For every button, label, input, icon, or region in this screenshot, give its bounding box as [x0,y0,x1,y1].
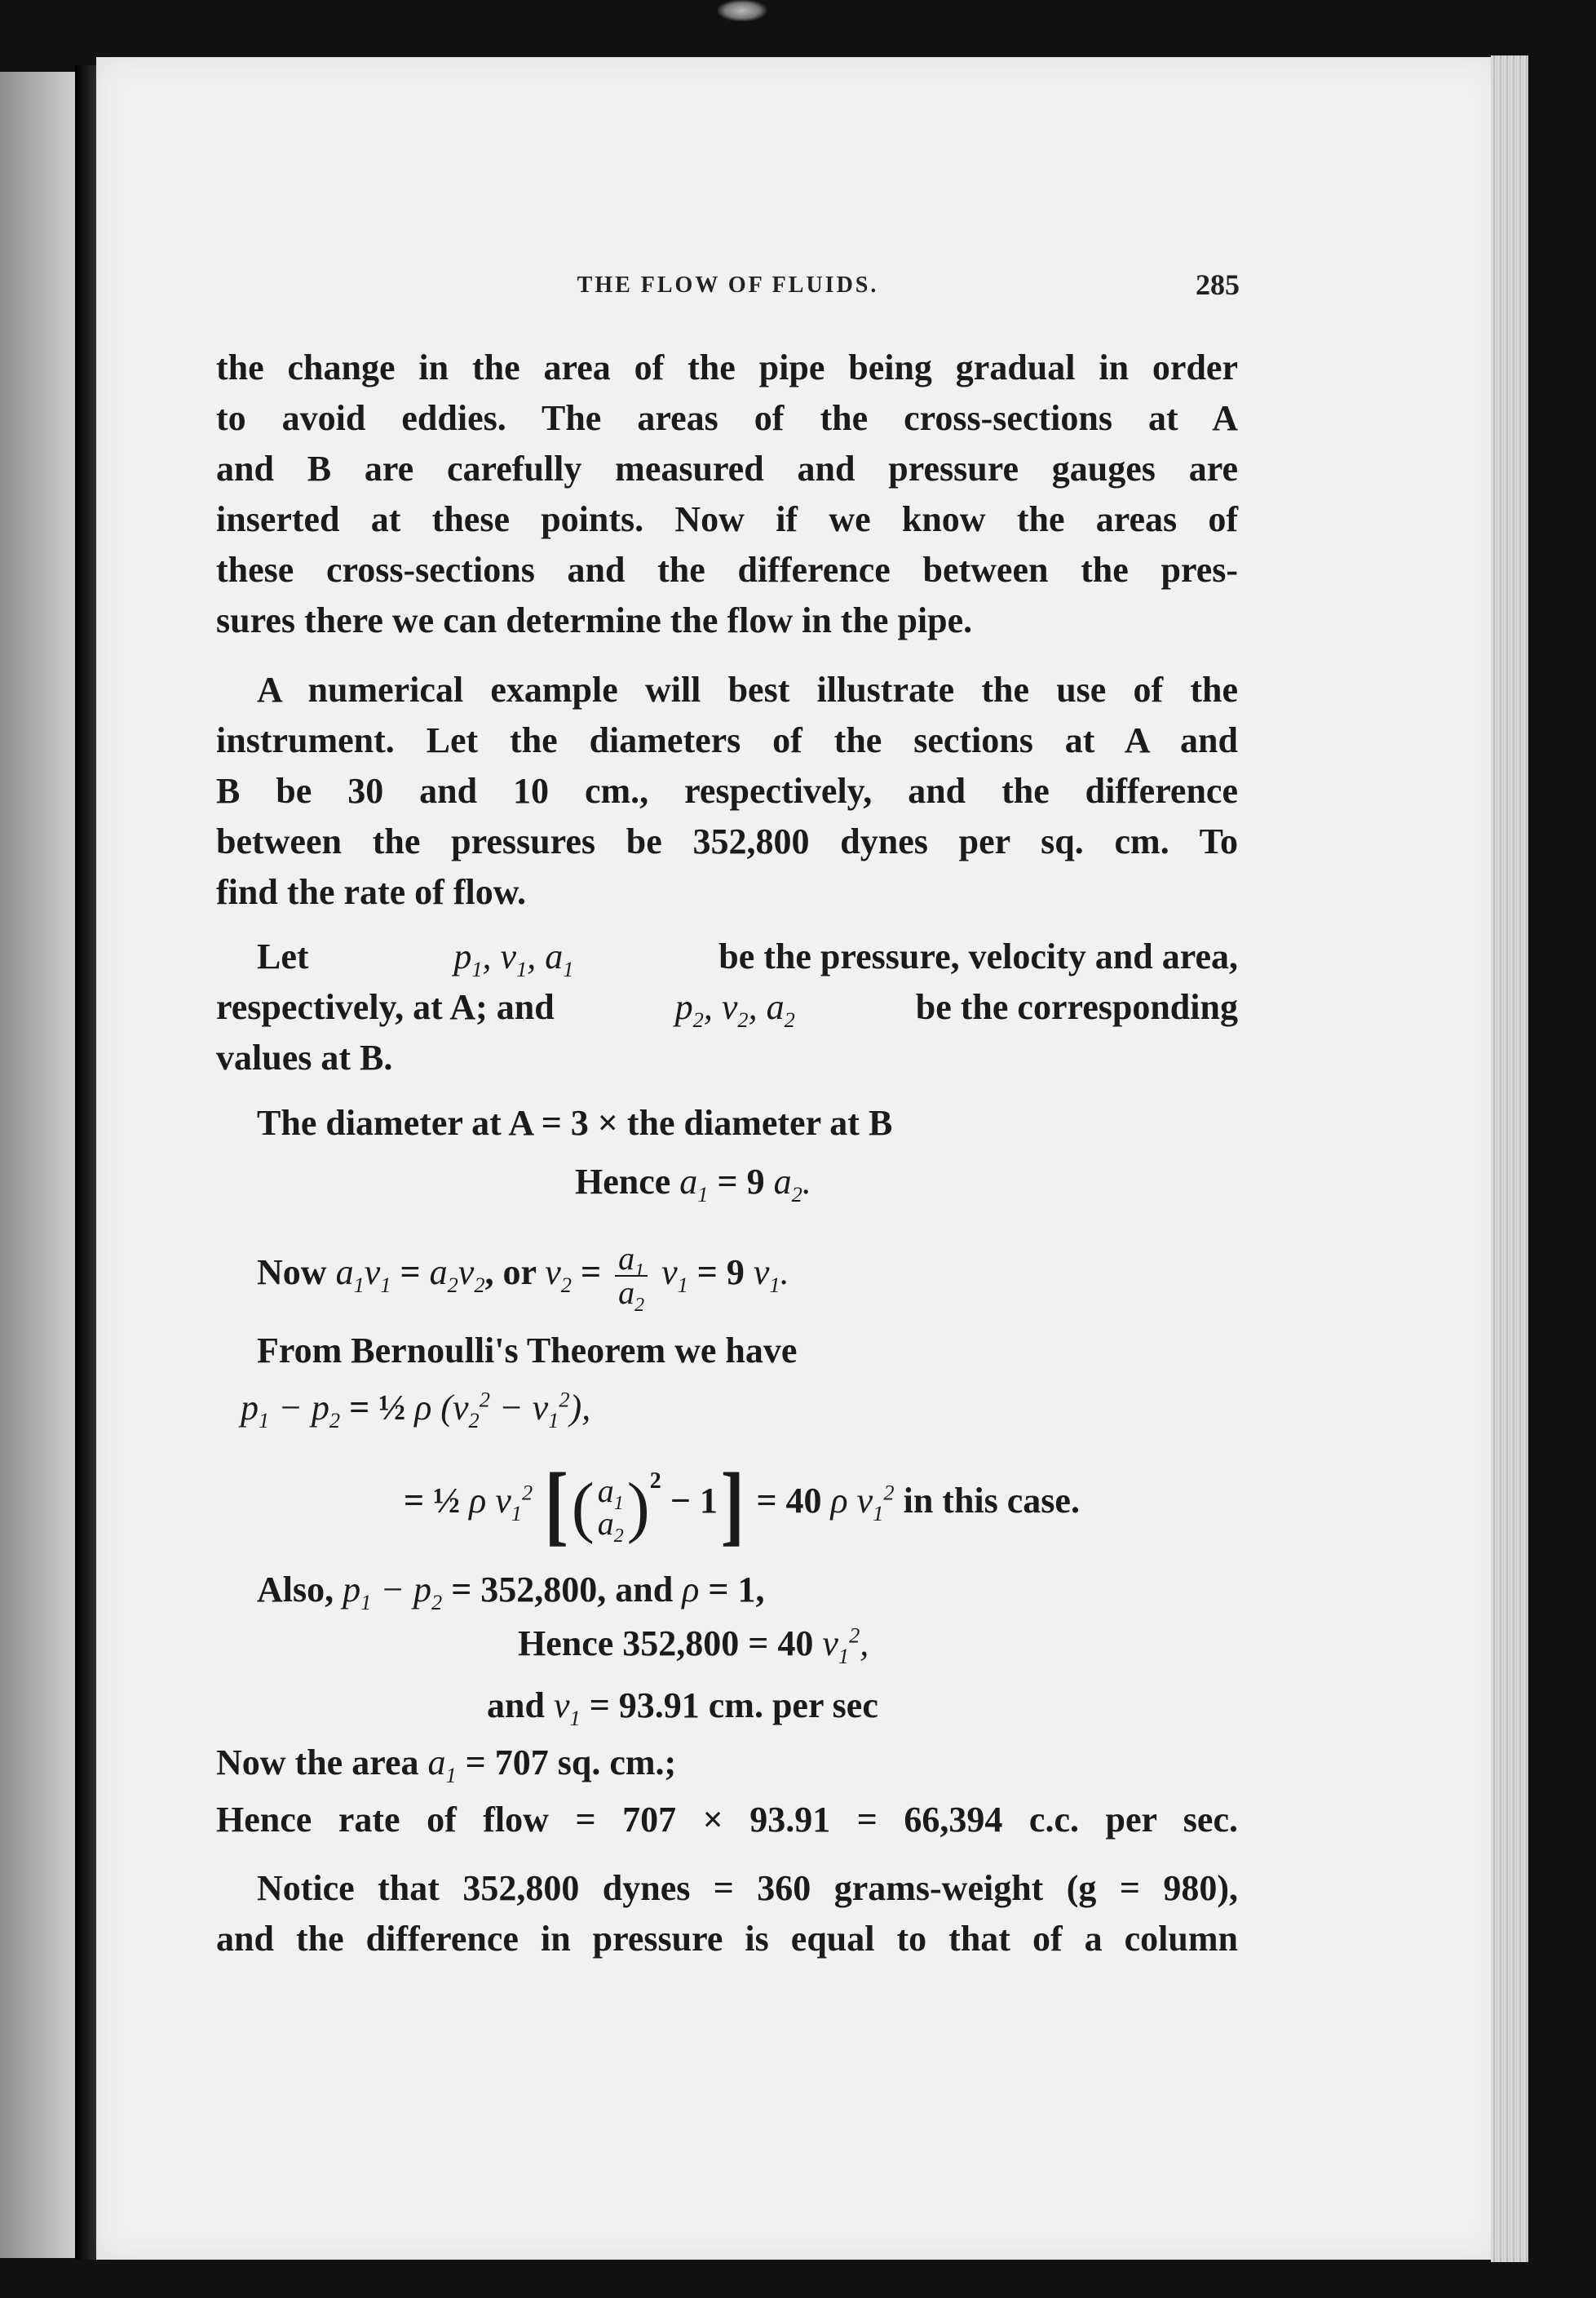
equation-hence: Hence $a_1 = 9$ $a_2$. [575,1162,811,1207]
fraction-a1-a2: $\frac{a_1}{a_2}$ [615,1242,648,1309]
text-line: From Bernoulli's Theorem we have [257,1331,798,1370]
text-line: Let $p_1$, $v_1$, $a_1$ be the pressure, velocity and area, [257,932,1238,982]
text-line: values at B. [216,1038,393,1078]
text-line: these cross-sections and the difference between the pres- [216,550,1238,590]
equation-area: Now the area $a_1 = 707$ sq. cm.; [216,1742,677,1787]
squared-ratio: ( $a_1$ $a_2$ )$^2$ [571,1468,661,1547]
equation-velocity: and $v_1 = 93.91$ cm. per sec [487,1685,878,1730]
equation-hence-2: Hence 352,800 = 40 $v_1^2$, [518,1623,869,1668]
text-line: and B are carefully measured and pressure gauges are [216,449,1238,489]
page-number: 285 [1196,268,1240,301]
scan-artifact [718,0,767,21]
text-line: the change in the area of the pipe being gradual in order [216,348,1238,387]
equation-bernoulli-1: $p_1 - p_2$ = ½ ρ $(v_2^2 - v_1^2)$, [241,1387,591,1432]
text-line: sures there we can determine the flow in the pipe. [216,600,973,640]
left-page-edge [0,72,75,2258]
text-line: between the pressures be 352,800 dynes per sq. cm. To [216,821,1238,861]
text-line: respectively, at A; and $p_2$, $v_2$, $a_2$ be the corresponding [216,982,1238,1033]
text-line: Notice that 352,800 dynes = 360 grams-weight (g = 980), [257,1868,1238,1908]
left-bracket: [ [544,1454,569,1554]
text-line: find the rate of flow. [216,872,527,912]
equation-rate: Hence rate of flow = 707 × 93.91 = 66,394 c.c. per sec. [216,1800,1238,1840]
text-line: inserted at these points. Now if we know the areas of [216,499,1238,539]
equation-diameter: The diameter at A = 3 × the diameter at B [257,1103,893,1143]
vars-2: $p_2$, $v_2$, $a_2$ [674,987,795,1032]
page-edges [1491,55,1528,2262]
vars-1: $p_1$, $v_1$, $a_1$ [453,936,574,981]
running-head: THE FLOW OF FLUIDS. [577,272,879,298]
equation-continuity: Now $a_1v_1 = a_2v_2$, or $v_2$ = $\frac{a_1}{a_2}$ $v_1 = 9$ $v_1$. [257,1239,789,1316]
text-line: A numerical example will best illustrate the use of the [257,670,1238,710]
text-line: instrument. Let the diameters of the sections at A and [216,720,1238,760]
text-line: B be 30 and 10 cm., respectively, and the difference [216,771,1238,811]
equation-also: Also, $p_1 - p_2 = 352,800$, and ρ = 1, [257,1570,765,1614]
right-bracket: ] [720,1454,745,1554]
text-line: and the difference in pressure is equal to that of a column [216,1919,1238,1959]
equation-bernoulli-2: = ½ ρ $v_1^2$ [( $a_1$ $a_2$ )$^2$ − 1] = 40 ρ $v_1^2$ in this case. [404,1454,1080,1554]
text-line: to avoid eddies. The areas of the cross-sections at A [216,398,1238,438]
